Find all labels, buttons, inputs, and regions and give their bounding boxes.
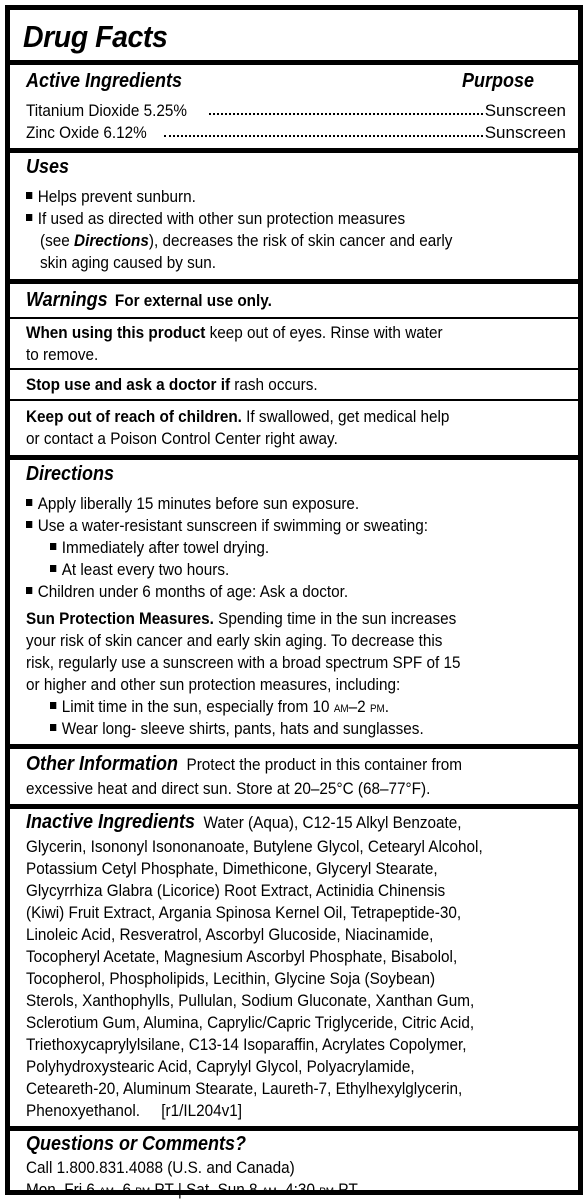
divider [10, 60, 578, 65]
bullet-icon [50, 565, 56, 572]
bullet-icon [26, 192, 32, 199]
drug-facts-panel [5, 5, 583, 1199]
ingredient-name: Titanium Dioxide 5.25% [26, 101, 188, 120]
stop-use-text: Stop use and ask a doctor if rash occurs. [26, 375, 318, 394]
active-ingredient-row [26, 122, 566, 143]
bullet-icon [50, 702, 56, 709]
drug-facts-title: Drug Facts [23, 19, 168, 54]
questions-hours: Mon–Fri 6 AM–6 PM PT | Sat–Sun 8 AM–4:30 PM PT [26, 1180, 358, 1199]
sun-protection-text: Sun Protection Measures. Spending time in the sun increases [26, 609, 457, 628]
other-info-text: excessive heat and direct sun. Store at 20–25°C (68–77°F). [26, 779, 431, 798]
inactive-line: Tocopheryl Acetate, Magnesium Ascorbyl Phosphate, Bisabolol, [26, 947, 458, 966]
other-info-header: Other Information [26, 753, 179, 775]
ingredient-purpose: Sunscreen [484, 101, 566, 120]
inactive-ingredients-header: Inactive Ingredients [26, 811, 196, 833]
warnings-header: Warnings [26, 289, 108, 311]
inactive-line: Sterols, Xanthophylls, Pullulan, Sodium Gluconate, Xanthan Gum, [26, 991, 475, 1010]
divider [10, 317, 578, 319]
sun-protection-text: risk, regularly use a sunscreen with a broad spectrum SPF of 15 [26, 653, 461, 672]
divider [10, 148, 578, 153]
ingredient-purpose: Sunscreen [484, 123, 566, 142]
inactive-line: Sclerotium Gum, Alumina, Caprylic/Capric Triglyceride, Citric Acid, [26, 1013, 475, 1032]
directions-bullet: Apply liberally 15 minutes before sun exposure. [26, 493, 359, 514]
active-ingredient-row [26, 100, 566, 121]
other-info-text: Other Information Protect the product in this container from [26, 753, 463, 775]
warnings-heading: Warnings For external use only. [26, 289, 272, 311]
keep-out-text: Keep out of reach of children. If swallowed, get medical help [26, 407, 450, 426]
uses-header: Uses [26, 156, 70, 178]
inactive-line: Potassium Cetyl Phosphate, Dimethicone, Glyceryl Stearate, [26, 859, 438, 878]
dot-leader [209, 100, 483, 115]
questions-header: Questions or Comments? [26, 1133, 247, 1155]
sun-protection-text: your risk of skin cancer and early skin aging. To decrease this [26, 631, 443, 650]
questions-phone: Call 1.800.831.4088 (U.S. and Canada) [26, 1158, 295, 1177]
bullet-icon [50, 543, 56, 550]
uses-text: (see Directions), decreases the risk of skin cancer and early [40, 231, 453, 250]
bullet-icon [50, 724, 56, 731]
purpose-header: Purpose [462, 70, 535, 92]
inactive-line: Polyhydroxystearic Acid, Caprylyl Glycol, Polyacrylamide, [26, 1057, 415, 1076]
divider [10, 1126, 578, 1131]
divider [10, 744, 578, 749]
inactive-ingredients-text: Inactive Ingredients Water (Aqua), C12-15 Alkyl Benzoate, [26, 811, 462, 833]
divider [10, 804, 578, 809]
sun-protection-text: or higher and other sun protection measures, including: [26, 675, 401, 694]
divider [10, 455, 578, 460]
dot-leader [164, 122, 483, 137]
directions-sub-bullet: Immediately after towel drying. [50, 537, 269, 558]
keep-out-text: or contact a Poison Control Center right away. [26, 429, 338, 448]
directions-header: Directions [26, 463, 115, 485]
sun-protection-bullet: Wear long- sleeve shirts, pants, hats and sunglasses. [50, 718, 424, 739]
inactive-line: Triethoxycaprylylsilane, C13-14 Isoparaffin, Acrylates Copolymer, [26, 1035, 467, 1054]
inactive-line: Phenoxyethanol. [r1/IL204v1] [26, 1101, 243, 1120]
inactive-line: Linoleic Acid, Resveratrol, Ascorbyl Glucoside, Niacinamide, [26, 925, 434, 944]
bullet-icon [26, 499, 32, 506]
bullet-icon [26, 214, 32, 221]
sun-protection-bullet: Limit time in the sun, especially from 10 AM–2 PM. [50, 696, 389, 720]
uses-bullet: Helps prevent sunburn. [26, 186, 196, 207]
active-ingredients-header: Active Ingredients [26, 70, 183, 92]
bullet-icon [26, 521, 32, 528]
divider [10, 368, 578, 370]
when-using-text: When using this product keep out of eyes. Rinse with water [26, 323, 443, 342]
ingredient-name: Zinc Oxide 6.12% [26, 123, 147, 142]
when-using-text: to remove. [26, 345, 99, 364]
inactive-line: Ceteareth-20, Aluminum Stearate, Laureth-7, Ethylhexylglycerin, [26, 1079, 463, 1098]
directions-bullet: Children under 6 months of age: Ask a doctor. [26, 581, 348, 602]
inactive-line: Glycerin, Isononyl Isononanoate, Butylene Glycol, Cetearyl Alcohol, [26, 837, 483, 856]
directions-bullet: Use a water-resistant sunscreen if swimming or sweating: [26, 515, 428, 536]
bullet-icon [26, 587, 32, 594]
inactive-line: Tocopherol, Phospholipids, Lecithin, Glycine Soja (Soybean) [26, 969, 436, 988]
inactive-line: Glycyrrhiza Glabra (Licorice) Root Extract, Actinidia Chinensis [26, 881, 446, 900]
inactive-line: (Kiwi) Fruit Extract, Argania Spinosa Kernel Oil, Tetrapeptide-30, [26, 903, 462, 922]
directions-sub-bullet: At least every two hours. [50, 559, 229, 580]
divider [10, 279, 578, 284]
uses-bullet: If used as directed with other sun protection measures [26, 208, 405, 229]
divider [10, 399, 578, 401]
uses-text: skin aging caused by sun. [40, 253, 217, 272]
